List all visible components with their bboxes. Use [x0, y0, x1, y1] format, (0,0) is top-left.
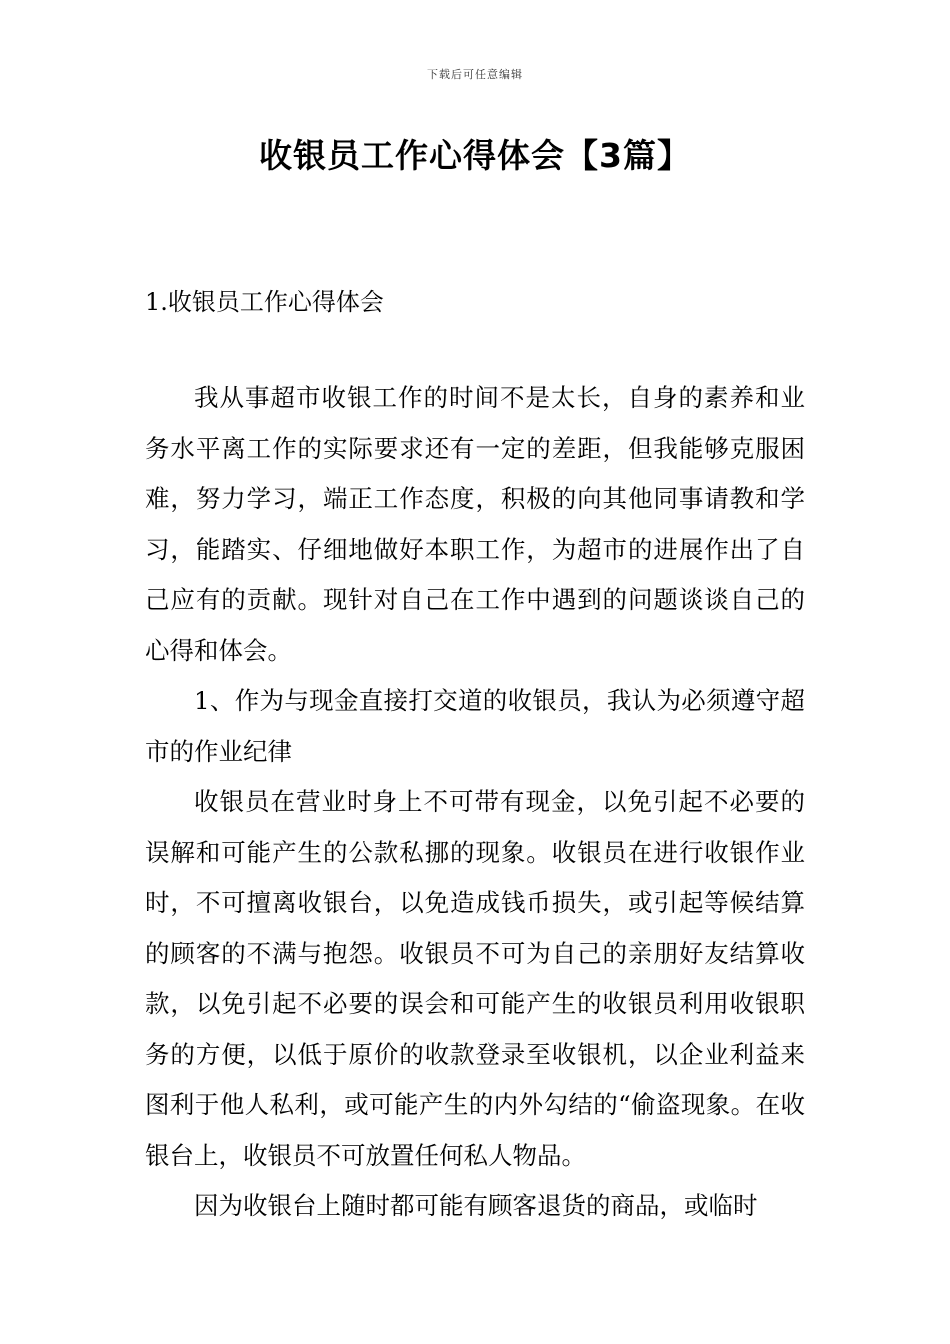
paragraph-discipline: 收银员在营业时身上不可带有现金，以免引起不必要的误解和可能产生的公款私挪的现象。收银员在进行收银作业时，不可擅离收银台，以免造成钱币损失，或引起等候结算的顾客的不满与抱怨。收银员不可为自己的亲朋好友结算收款，以免引起不必要的误会和可能产生的收银员利用收银职务的方便，以低于原价的收款登录至收银机，以企业利益来图利于他人私利，或可能产生的内外勾结的“偷盗现象。在收银台上，收银员不可放置任何私人物品。 — [145, 787, 805, 1170]
section-heading: 1.收银员工作心得体会 — [145, 288, 384, 316]
paragraph-intro: 我从事超市收银工作的时间不是太长，自身的素养和业务水平离工作的实际要求还有一定的差距，但我能够克服困难，努力学习，端正工作态度，积极的向其他同事请教和学习，能踏实、仔细地做好本职工作，为超市的进展作出了自己应有的贡献。现针对自己在工作中遇到的问题谈谈自己的心得和体会。 — [145, 383, 805, 665]
document-body — [145, 373, 805, 1232]
document-title: 收银员工作心得体会【3篇】 — [259, 136, 691, 175]
header-note: 下载后可任意编辑 — [427, 68, 523, 81]
paragraph-counter: 因为收银台上随时都可能有顾客退货的商品，或临时 — [194, 1191, 758, 1220]
paragraph-point-1: 1、作为与现金直接打交道的收银员，我认为必须遵守超市的作业纪律 — [145, 686, 805, 766]
